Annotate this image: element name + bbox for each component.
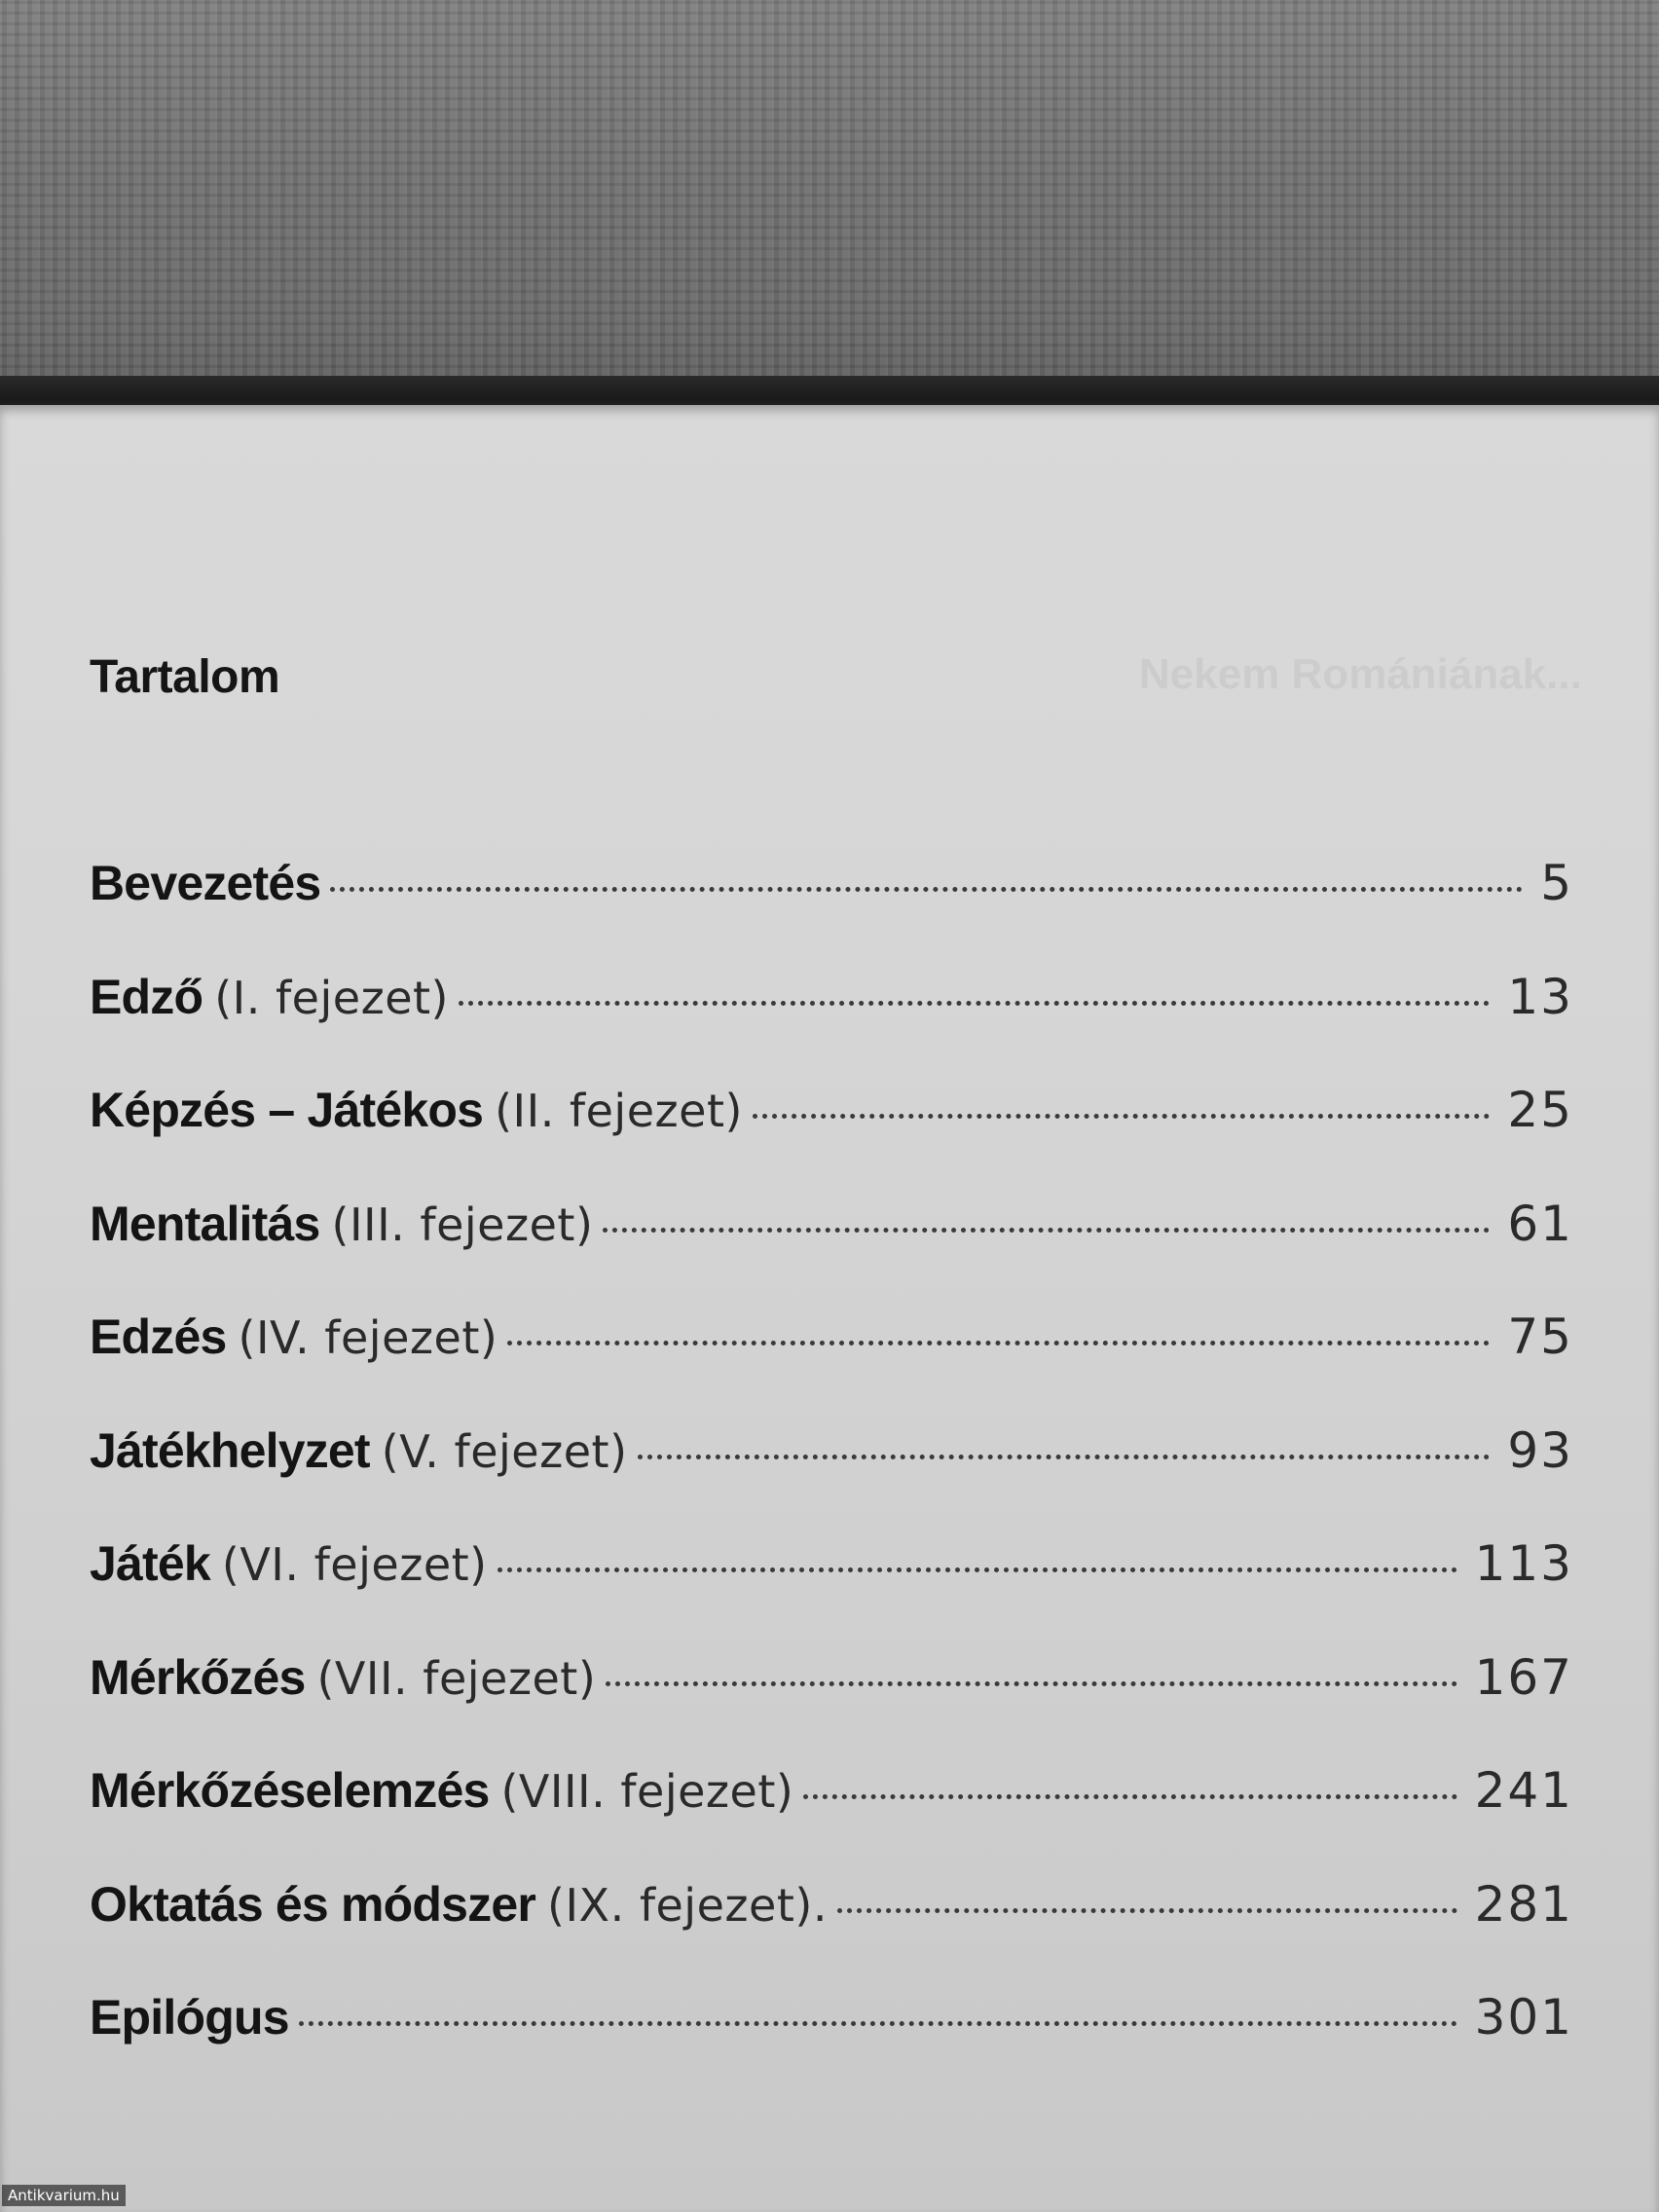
entry-page-number: 5 bbox=[1540, 855, 1573, 911]
entry-page-number: 75 bbox=[1507, 1309, 1573, 1365]
entry-chapter: (VIII. fejezet) bbox=[500, 1765, 794, 1818]
dot-leader bbox=[330, 887, 1523, 892]
toc-heading: Tartalom bbox=[90, 651, 280, 703]
entry-page-number: 25 bbox=[1507, 1082, 1573, 1138]
toc-entry bbox=[90, 1876, 1573, 1990]
entry-page-number: 13 bbox=[1507, 968, 1573, 1025]
toc-entry bbox=[90, 855, 1573, 969]
toc-entry bbox=[90, 1762, 1573, 1876]
entry-title: Mérkőzés bbox=[90, 1649, 306, 1705]
entry-title: Epilógus bbox=[90, 1990, 289, 2045]
site-watermark: Antikvarium.hu bbox=[2, 2185, 126, 2206]
table-of-contents bbox=[90, 855, 1573, 2103]
dot-leader bbox=[299, 2021, 1457, 2026]
entry-title: Edző bbox=[90, 969, 203, 1024]
entry-title: Játékhelyzet bbox=[90, 1422, 370, 1478]
entry-title: Bevezetés bbox=[90, 856, 321, 910]
entry-title: Képzés – Játékos bbox=[90, 1083, 484, 1137]
toc-entry bbox=[90, 1422, 1573, 1536]
show-through-text: Nekem Romániának... bbox=[1139, 650, 1582, 698]
dot-leader bbox=[498, 1567, 1457, 1572]
toc-entry bbox=[90, 1649, 1573, 1763]
entry-page-number: 301 bbox=[1474, 1989, 1573, 2046]
entry-page-number: 281 bbox=[1474, 1875, 1573, 1933]
entry-title: Mérkőzéselemzés bbox=[90, 1763, 490, 1818]
entry-page-number: 167 bbox=[1474, 1648, 1573, 1706]
entry-chapter: (V. fejezet) bbox=[381, 1424, 628, 1478]
dot-leader bbox=[837, 1908, 1457, 1913]
entry-chapter: (VI. fejezet) bbox=[221, 1538, 488, 1591]
entry-title: Játék bbox=[90, 1536, 210, 1591]
entry-chapter: (VII. fejezet) bbox=[316, 1651, 597, 1705]
toc-entry bbox=[90, 1309, 1573, 1422]
toc-entry bbox=[90, 1082, 1573, 1196]
entry-title: Mentalitás bbox=[90, 1196, 320, 1251]
entry-title: Oktatás és módszer bbox=[90, 1876, 536, 1932]
toc-entry bbox=[90, 1196, 1573, 1309]
entry-chapter: (II. fejezet) bbox=[495, 1085, 743, 1137]
dot-leader bbox=[638, 1455, 1491, 1459]
dot-leader bbox=[507, 1341, 1490, 1346]
toc-entry bbox=[90, 1989, 1573, 2103]
entry-chapter: (I. fejezet) bbox=[214, 971, 449, 1024]
table-surface bbox=[0, 0, 1659, 389]
dot-leader bbox=[803, 1794, 1456, 1799]
toc-entry bbox=[90, 969, 1573, 1083]
entry-chapter: (III. fejezet) bbox=[331, 1198, 594, 1251]
entry-page-number: 61 bbox=[1507, 1195, 1573, 1252]
dot-leader bbox=[459, 1001, 1490, 1006]
entry-title: Edzés bbox=[90, 1309, 227, 1364]
toc-entry bbox=[90, 1535, 1573, 1649]
entry-page-number: 241 bbox=[1474, 1762, 1573, 1819]
dot-leader bbox=[603, 1228, 1490, 1233]
dot-leader bbox=[753, 1114, 1490, 1119]
dot-leader bbox=[606, 1681, 1456, 1686]
entry-page-number: 113 bbox=[1474, 1535, 1573, 1592]
entry-chapter: (IV. fejezet) bbox=[238, 1311, 498, 1364]
entry-page-number: 93 bbox=[1507, 1421, 1573, 1479]
entry-chapter: (IX. fejezet). bbox=[547, 1878, 828, 1932]
